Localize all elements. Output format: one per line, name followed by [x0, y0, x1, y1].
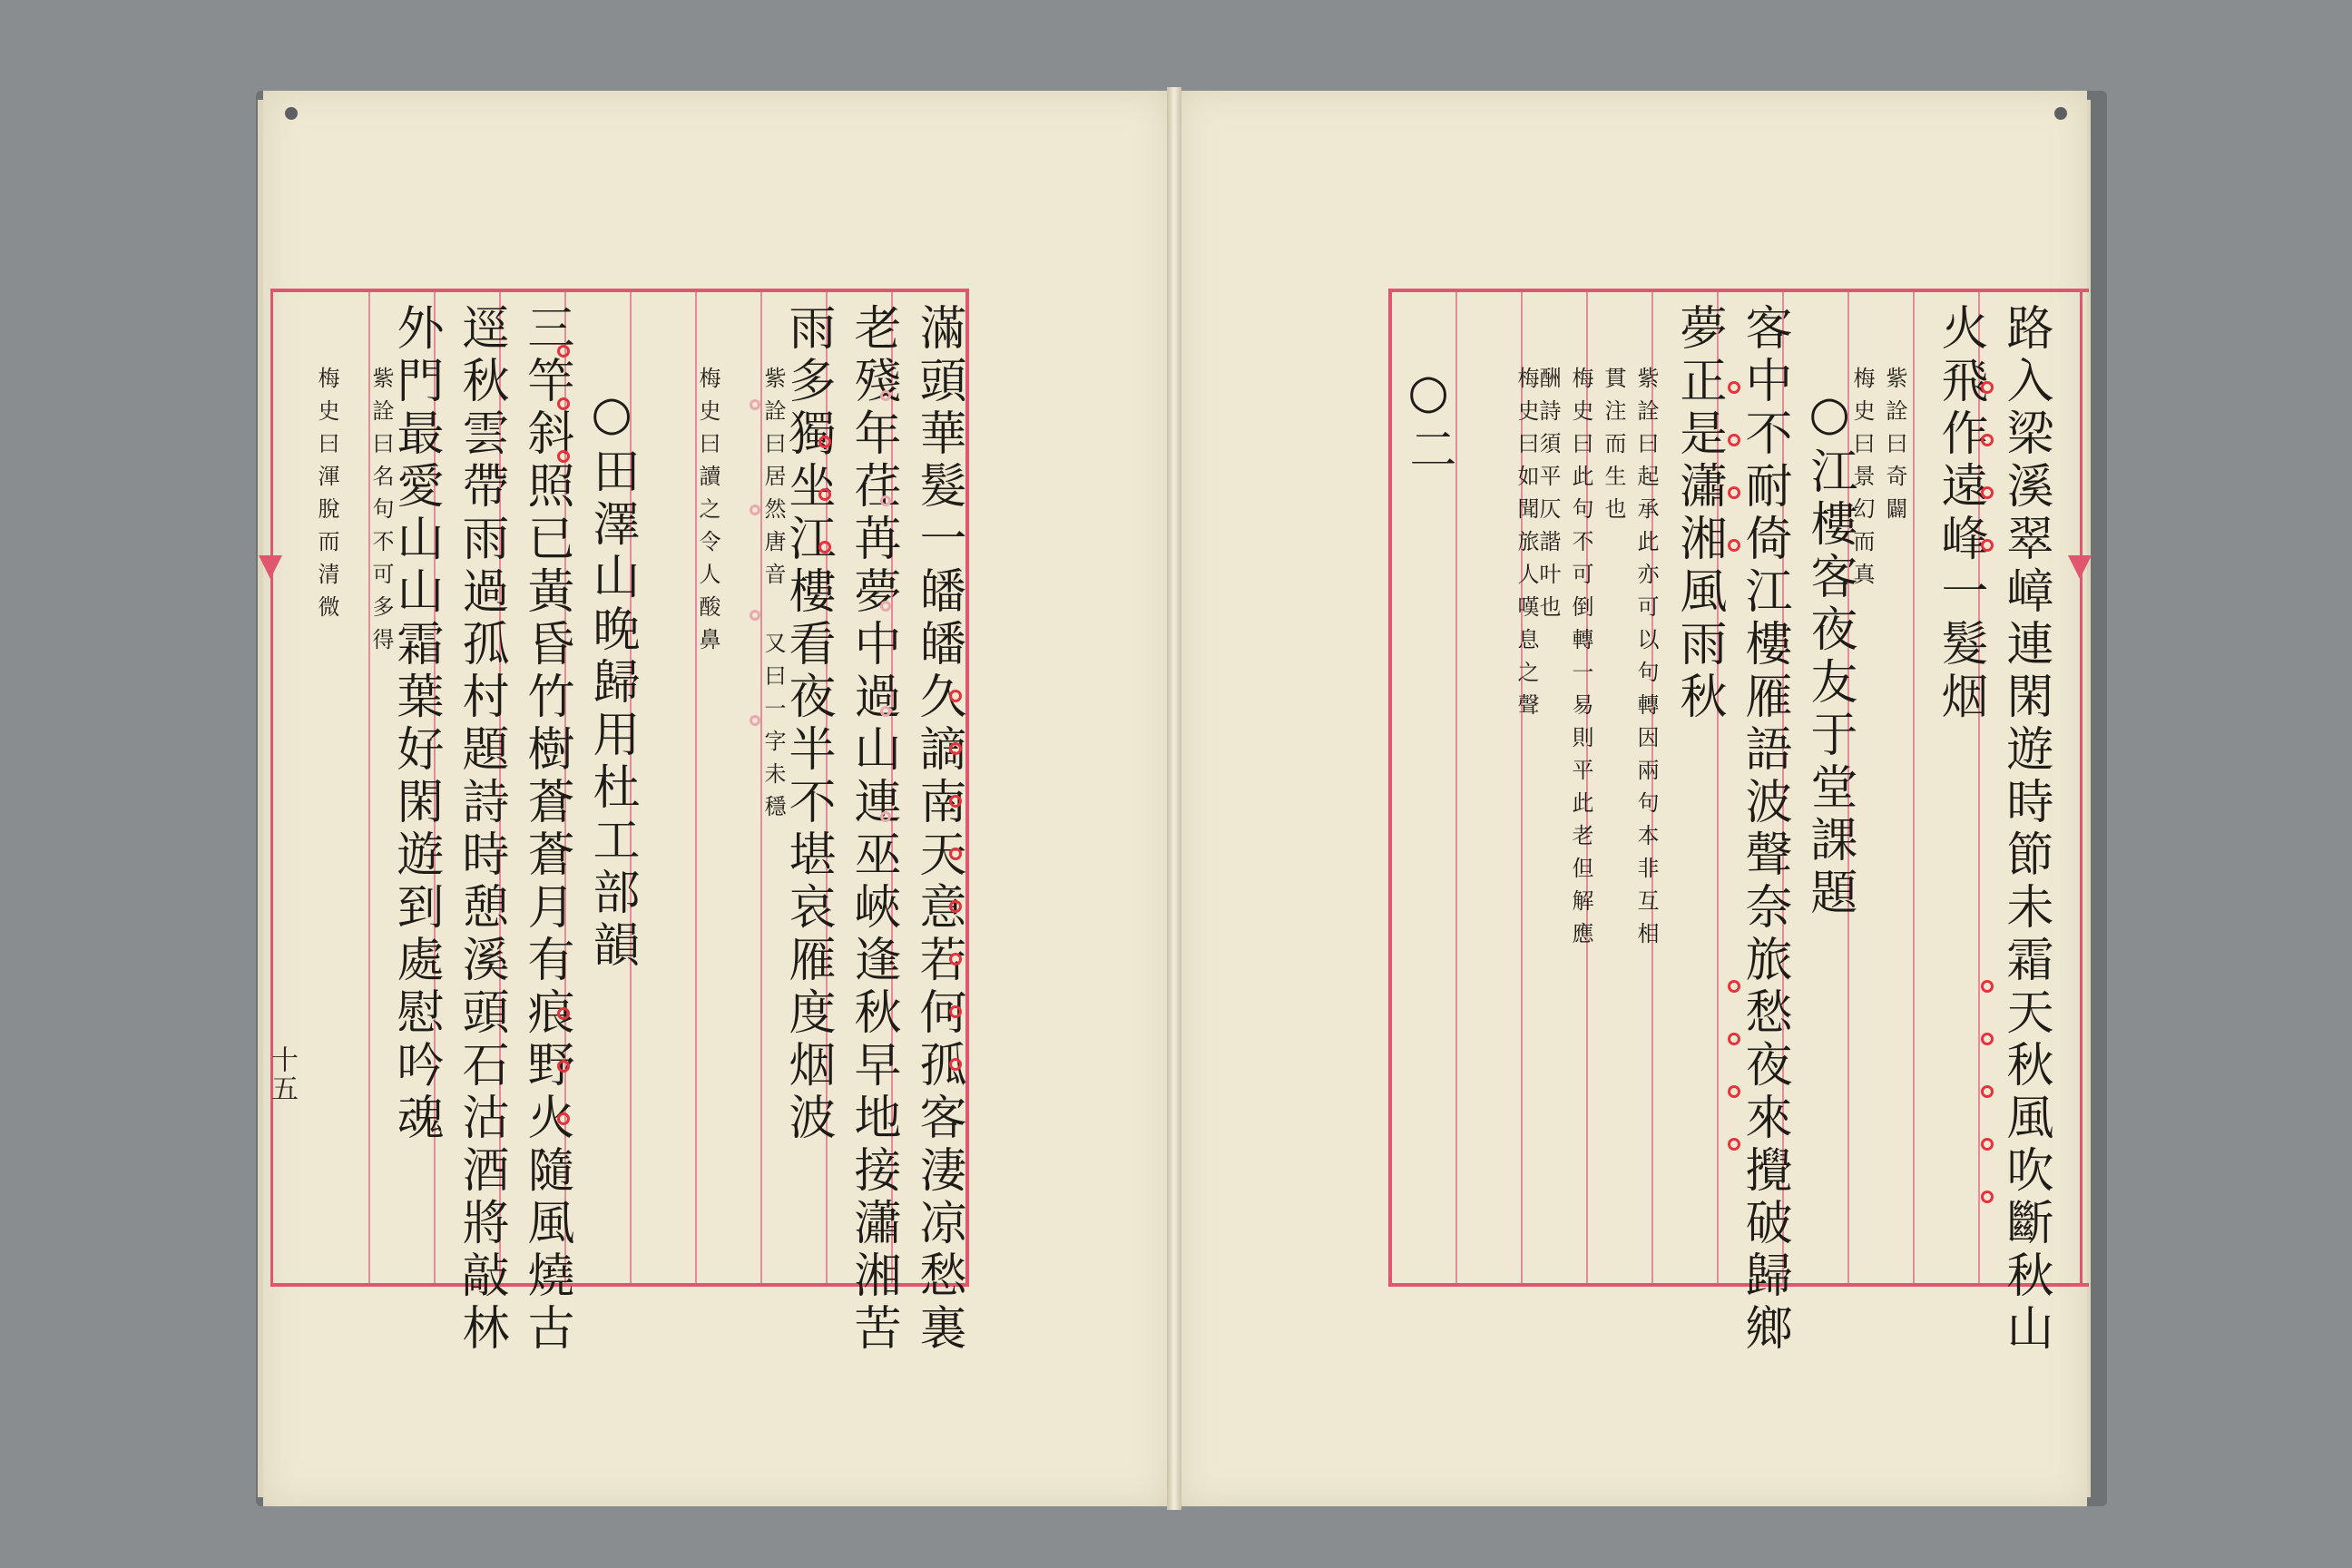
text-column: 客中不耐倚江樓雁語波聲奈旅愁夜來攪破歸鄉: [1737, 303, 1791, 1356]
punctuation-circle: [949, 742, 962, 755]
book-gutter: [1167, 87, 1181, 1510]
punctuation-circle: [818, 436, 831, 448]
punctuation-circle: [880, 601, 891, 612]
binding-hole-right: [2054, 107, 2067, 120]
commentary-column: 酬詩須平仄諧叶也: [1535, 367, 1561, 628]
punctuation-circle: [1981, 434, 1994, 446]
text-column: 路入梁溪翠嶂連閑遊時節未霜天秋風吹斷秋山: [1998, 303, 2053, 1356]
text-column: 三竿斜照已黃昏竹樹蒼蒼月有痕野火隨風燒古: [519, 303, 573, 1356]
commentary-column: 梅史曰讀之令人酸鼻: [695, 367, 720, 661]
punctuation-circle: [880, 811, 891, 822]
text-column: 逕秋雲帶雨過孤村題詩時憩溪頭石沽酒將敲林: [454, 303, 508, 1356]
punctuation-circle: [818, 541, 831, 554]
commentary-column: 紫詮曰名句不可多得: [368, 367, 394, 661]
punctuation-circle: [880, 706, 891, 717]
punctuation-circle: [1728, 1138, 1740, 1151]
text-column: 雨多獨坐江樓看夜半不堪哀雁度烟波: [780, 303, 835, 1145]
punctuation-circle: [1981, 980, 1994, 993]
text-column: 滿頭華髮一皤皤久謫南天意若何孤客淒凉愁裏: [911, 303, 965, 1356]
fold-fishtail-mark: [2068, 555, 2092, 579]
text-column: 老殘年荏苒夢中過山連巫峽逢秋早地接瀟湘苦: [846, 303, 900, 1356]
punctuation-circle: [557, 397, 570, 410]
punctuation-circle: [750, 399, 760, 410]
punctuation-circle: [1981, 1191, 1994, 1203]
punctuation-circle: [1728, 381, 1740, 394]
punctuation-circle: [949, 1058, 962, 1071]
punctuation-circle: [949, 1005, 962, 1018]
commentary-column: 紫詮曰起承此亦可以句轉因兩句本非互相: [1633, 367, 1659, 955]
punctuation-circle: [949, 953, 962, 965]
punctuation-circle: [1728, 1085, 1740, 1098]
punctuation-circle: [1981, 381, 1994, 394]
punctuation-circle: [557, 450, 570, 463]
punctuation-circle: [1728, 539, 1740, 552]
punctuation-circle: [750, 505, 760, 515]
punctuation-circle: [949, 690, 962, 702]
punctuation-circle: [557, 1112, 570, 1125]
punctuation-circle: [557, 345, 570, 358]
punctuation-circle: [949, 900, 962, 913]
punctuation-circle: [1981, 1033, 1994, 1045]
punctuation-circle: [1728, 1033, 1740, 1045]
punctuation-circle: [1728, 980, 1740, 993]
text-column: 火飛作遠峰一髮烟: [1933, 303, 1987, 724]
commentary-column: 梅史曰如聞旅人嘆息之聲: [1514, 367, 1539, 726]
column-rule: [1913, 292, 1915, 1283]
commentary-column: 梅史曰渾脫而清微: [314, 367, 339, 628]
punctuation-circle: [1981, 539, 1994, 552]
punctuation-circle: [949, 795, 962, 808]
binding-hole-left: [285, 107, 298, 120]
punctuation-circle: [949, 848, 962, 860]
punctuation-circle: [557, 1007, 570, 1020]
punctuation-circle: [1728, 434, 1740, 446]
poem-title: ○田澤山晚歸用杜工部韻: [584, 387, 639, 973]
poem-title: ○江樓客夜友于堂課題: [1802, 387, 1857, 920]
commentary-column: 梅史曰景幻而真: [1849, 367, 1875, 595]
left-text-frame: [266, 289, 969, 1356]
punctuation-circle: [750, 715, 760, 726]
punctuation-circle: [557, 1060, 570, 1073]
punctuation-circle: [1981, 1138, 1994, 1151]
punctuation-circle: [1981, 486, 1994, 499]
section-marker: ○二: [1401, 365, 1455, 477]
fold-line: [2080, 292, 2082, 1283]
punctuation-circle: [818, 488, 831, 501]
page-folio: 十五: [266, 1045, 298, 1103]
punctuation-circle: [1981, 1085, 1994, 1098]
commentary-column: 紫詮曰奇闢: [1882, 367, 1907, 530]
punctuation-circle: [1728, 486, 1740, 499]
punctuation-circle: [880, 390, 891, 401]
punctuation-circle: [750, 610, 760, 621]
commentary-column: 紫詮曰居然唐音 又曰一字未穩: [760, 367, 786, 828]
punctuation-circle: [880, 495, 891, 506]
text-column: 外門最愛山山霜葉好閑遊到處慰吟魂: [388, 303, 443, 1145]
commentary-column: 貫注而生也: [1601, 367, 1626, 530]
commentary-column: 梅史曰此句不可倒轉一易則平此老但解應: [1568, 367, 1593, 955]
text-column: 夢正是瀟湘風雨秋: [1671, 303, 1726, 724]
